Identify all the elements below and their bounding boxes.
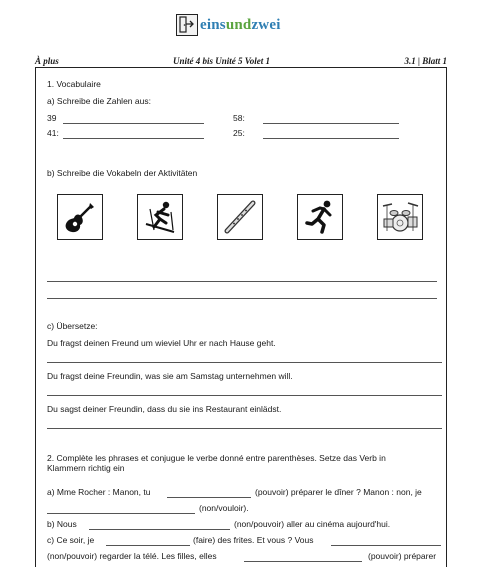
guitar-icon <box>60 197 100 237</box>
skiing-icon <box>140 197 180 237</box>
translate-answer-line-1[interactable] <box>47 362 442 363</box>
logo-text: einsundzwei <box>200 16 281 33</box>
vocab-answer-line-1[interactable] <box>47 281 437 282</box>
exercise-a-part3: (non/vouloir). <box>199 503 249 513</box>
translate-answer-line-3[interactable] <box>47 428 442 429</box>
recorder-flute-icon <box>220 197 260 237</box>
header-left: À plus <box>35 56 59 66</box>
running-icon <box>300 197 340 237</box>
header-right: 3.1 | Blatt 1 <box>404 56 447 66</box>
exercise-c-blank1[interactable] <box>106 545 190 546</box>
section1c-title: c) Übersetze: <box>47 321 98 331</box>
number-label-25: 25: <box>233 128 245 138</box>
section1a-title: a) Schreibe die Zahlen aus: <box>47 96 151 106</box>
exercise-b-part2: (non/pouvoir) aller au cinéma aujourd'hui. <box>234 519 391 529</box>
activity-picture-4 <box>297 194 343 240</box>
exercise-b-blank1[interactable] <box>89 529 230 530</box>
translate-sentence-1: Du fragst deinen Freund um wieviel Uhr er nach Hause geht. <box>47 338 276 348</box>
translate-sentence-2: Du fragst deine Freundin, was sie am Samstag unternehmen will. <box>47 371 293 381</box>
number-label-41: 41: <box>47 128 59 138</box>
activity-picture-1 <box>57 194 103 240</box>
drum-kit-icon <box>379 197 421 237</box>
exercise-b-part1: b) Nous <box>47 519 77 529</box>
section1b-title: b) Schreibe die Vokabeln der Aktivitäten <box>47 168 198 178</box>
exercise-a-blank1[interactable] <box>167 497 251 498</box>
translate-sentence-3: Du sagst deiner Freundin, dass du sie ins Restaurant einlädst. <box>47 404 282 414</box>
exercise-c-blank3[interactable] <box>244 561 362 562</box>
translate-answer-line-2[interactable] <box>47 395 442 396</box>
number-label-39: 39 <box>47 113 57 123</box>
section1-title: 1. Vocabulaire <box>47 79 101 89</box>
exercise-a-part2: (pouvoir) préparer le dîner ? Manon : non, je <box>255 487 422 497</box>
exercise-a-part1: a) Mme Rocher : Manon, tu <box>47 487 151 497</box>
logo-door-icon <box>176 14 198 36</box>
activity-picture-2 <box>137 194 183 240</box>
header-center: Unité 4 bis Unité 5 Volet 1 <box>173 56 271 66</box>
exercise-c-part2: (faire) des frites. Et vous ? Vous <box>193 535 314 545</box>
exercise-c-part1: c) Ce soir, je <box>47 535 95 545</box>
answer-line-25[interactable] <box>263 138 399 139</box>
section2-title-line1: 2. Complète les phrases et conjugue le verbe donné entre parenthèses. Setze das Verb in <box>47 453 386 463</box>
exercise-c-blank2[interactable] <box>331 545 441 546</box>
exercise-c-part3: (non/pouvoir) regarder la télé. Les filles, elles <box>47 551 217 561</box>
activity-picture-5 <box>377 194 423 240</box>
exercise-c-part4: (pouvoir) préparer <box>368 551 437 561</box>
answer-line-58[interactable] <box>263 123 399 124</box>
logo <box>176 12 281 38</box>
exercise-a-blank2[interactable] <box>47 513 195 514</box>
answer-line-41[interactable] <box>63 138 204 139</box>
section2-title-line2: Klammern richtig ein <box>47 463 125 473</box>
answer-line-39[interactable] <box>63 123 204 124</box>
vocab-answer-line-2[interactable] <box>47 298 437 299</box>
number-label-58: 58: <box>233 113 245 123</box>
activity-picture-3 <box>217 194 263 240</box>
